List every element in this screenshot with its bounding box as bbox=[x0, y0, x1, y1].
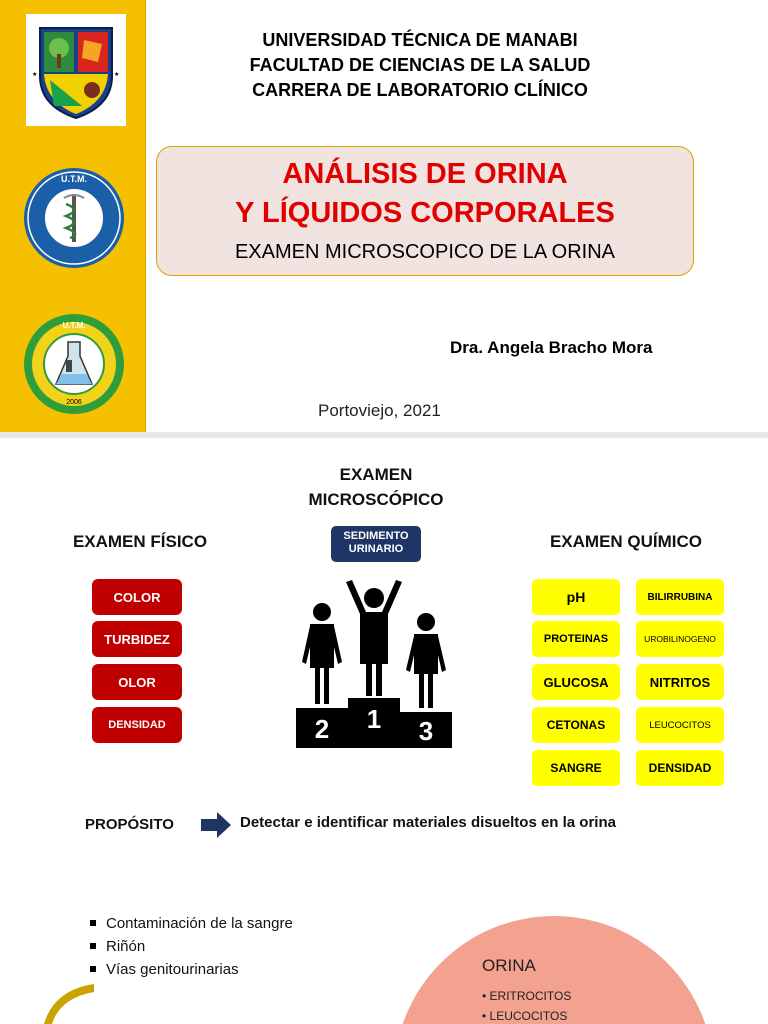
chemical-item: UROBILINOGENO bbox=[636, 621, 724, 657]
sediment-line2: URINARIO bbox=[348, 543, 404, 555]
chemical-item: GLUCOSA bbox=[532, 664, 620, 700]
urine-title: ORINA bbox=[482, 956, 536, 975]
title-slide bbox=[0, 0, 768, 432]
sediment-line1: SEDIMENTO bbox=[343, 530, 409, 542]
source-bullet-list bbox=[90, 912, 293, 981]
podium-illustration bbox=[288, 572, 460, 748]
podium-number-3: 3 bbox=[418, 716, 434, 746]
chemical-item: NITRITOS bbox=[636, 664, 724, 700]
physical-item: TURBIDEZ bbox=[92, 621, 182, 657]
main-title-line1: ANÁLISIS DE ORINA bbox=[282, 158, 568, 190]
flask-seal-icon bbox=[22, 312, 126, 416]
exam-physical-heading: EXAMEN FÍSICO bbox=[72, 532, 208, 551]
svg-text:2006: 2006 bbox=[66, 399, 82, 406]
header-line-university: UNIVERSIDAD TÉCNICA DE MANABI bbox=[262, 30, 578, 50]
chemical-item: SANGRE bbox=[532, 750, 620, 786]
svg-text:★: ★ bbox=[114, 71, 120, 78]
chemical-item: LEUCOCITOS bbox=[636, 707, 724, 743]
chemical-item: CETONAS bbox=[532, 707, 620, 743]
university-header bbox=[160, 28, 680, 103]
arrow-right-icon bbox=[199, 810, 233, 840]
author-name: Dra. Angela Bracho Mora bbox=[450, 338, 653, 357]
list-item: Vías genitourinarias bbox=[90, 958, 293, 981]
svg-text:★: ★ bbox=[32, 71, 38, 78]
chemical-item: DENSIDAD bbox=[636, 750, 724, 786]
podium-number-2: 2 bbox=[314, 714, 330, 744]
title-box bbox=[156, 146, 694, 276]
svg-text:U.T.M.: U.T.M. bbox=[62, 321, 86, 330]
podium-number-1: 1 bbox=[366, 704, 382, 734]
header-line-faculty: FACULTAD DE CIENCIAS DE LA SALUD bbox=[249, 55, 591, 75]
sediment-badge bbox=[331, 526, 421, 562]
chemical-item: pH bbox=[532, 579, 620, 615]
list-item: • LEUCOCITOS bbox=[482, 1006, 571, 1024]
list-item: Riñón bbox=[90, 935, 293, 958]
purpose-text: Detectar e identificar materiales disueltos en la orina bbox=[240, 814, 616, 831]
exam-microscopic-heading bbox=[292, 462, 460, 512]
place-date: Portoviejo, 2021 bbox=[318, 401, 441, 420]
slide-divider bbox=[0, 432, 768, 438]
decorative-swoosh-icon bbox=[40, 982, 100, 1024]
list-item: • ERITROCITOS bbox=[482, 986, 571, 1006]
micro-line2: MICROSCÓPICO bbox=[308, 490, 444, 509]
purpose-label: PROPÓSITO bbox=[85, 816, 174, 833]
micro-line1: EXAMEN bbox=[339, 465, 413, 484]
main-title-line2: Y LÍQUIDOS CORPORALES bbox=[235, 197, 615, 229]
caduceus-seal-icon bbox=[22, 166, 126, 270]
university-shield-logo bbox=[26, 14, 126, 126]
physical-item: DENSIDAD bbox=[92, 707, 182, 743]
laboratory-seal-logo bbox=[22, 312, 126, 416]
header-line-career: CARRERA DE LABORATORIO CLÍNICO bbox=[252, 80, 588, 100]
chemical-item: BILIRRUBINA bbox=[636, 579, 724, 615]
subtitle: EXAMEN MICROSCOPICO DE LA ORINA bbox=[234, 241, 616, 263]
main-title bbox=[157, 155, 693, 233]
faculty-seal-logo bbox=[22, 166, 126, 270]
podium-winners-icon bbox=[288, 572, 460, 748]
shield-icon bbox=[26, 14, 126, 126]
list-item: Contaminación de la sangre bbox=[90, 912, 293, 935]
exam-chemical-heading: EXAMEN QUÍMICO bbox=[549, 532, 703, 551]
physical-item: OLOR bbox=[92, 664, 182, 700]
physical-item: COLOR bbox=[92, 579, 182, 615]
chemical-item: PROTEINAS bbox=[532, 621, 620, 657]
svg-text:U.T.M.: U.T.M. bbox=[61, 174, 87, 184]
urine-list bbox=[482, 986, 571, 1024]
